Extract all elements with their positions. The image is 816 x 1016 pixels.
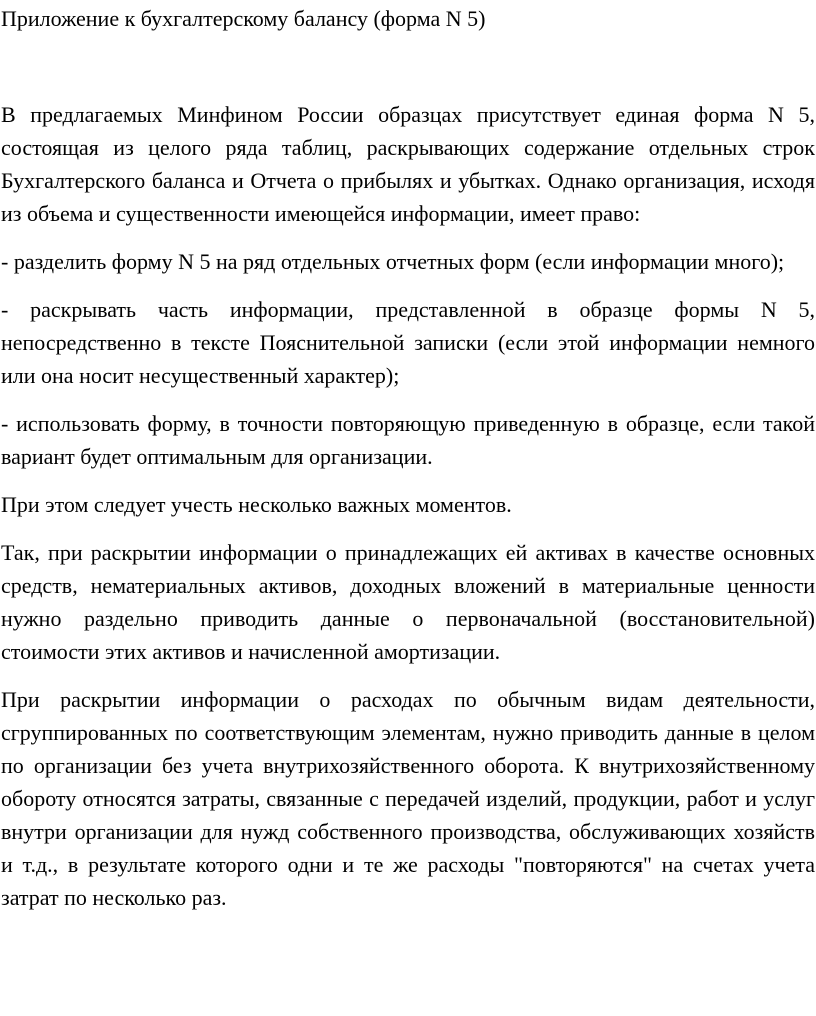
paragraph-intro: В предлагаемых Минфином России образцах присутствует единая форма N 5, состоящая из целого ряда таблиц, раскрывающих содержание отдельных строк Бухгалтерского баланса и Отчета о прибылях и убытках. Однако организация, исходя из объема и существенности имеющейся информации, имеет право: — [1, 102, 815, 226]
paragraph-option-note: - раскрывать часть информации, представленной в образце формы N 5, непосредственно в тексте Пояснительной записки (если этой информации немного или она носит несущественный характер); — [1, 297, 815, 388]
paragraph-moments: При этом следует учесть несколько важных моментов. — [1, 492, 512, 517]
document-body — [1, 98, 815, 929]
paragraph-option-split: - разделить форму N 5 на ряд отдельных отчетных форм (если информации много); — [1, 249, 785, 274]
paragraph-expenses: При раскрытии информации о расходах по обычным видам деятельности, сгруппированных по соответствующим элементам, нужно приводить данные в целом по организации без учета внутрихозяйственного оборота. К внутрихозяйственному обороту относятся затраты, связанные с передачей изделий, продукции, работ и услуг внутри организации для нужд собственного производства, обслуживающих хозяйств и т.д., в результате которого одни и те же расходы "повторяются" на счетах учета затрат по несколько раз. — [1, 687, 815, 910]
paragraph-option-use-form: - использовать форму, в точности повторяющую приведенную в образце, если такой вариант будет оптимальным для организации. — [1, 411, 815, 469]
document-title: Приложение к бухгалтерскому балансу (форма N 5) — [1, 6, 486, 31]
paragraph-assets: Так, при раскрытии информации о принадлежащих ей активах в качестве основных средств, нематериальных активов, доходных вложений в материальные ценности нужно раздельно приводить данные о первоначальной (восстановительной) стоимости этих активов и начисленной амортизации. — [1, 540, 815, 664]
